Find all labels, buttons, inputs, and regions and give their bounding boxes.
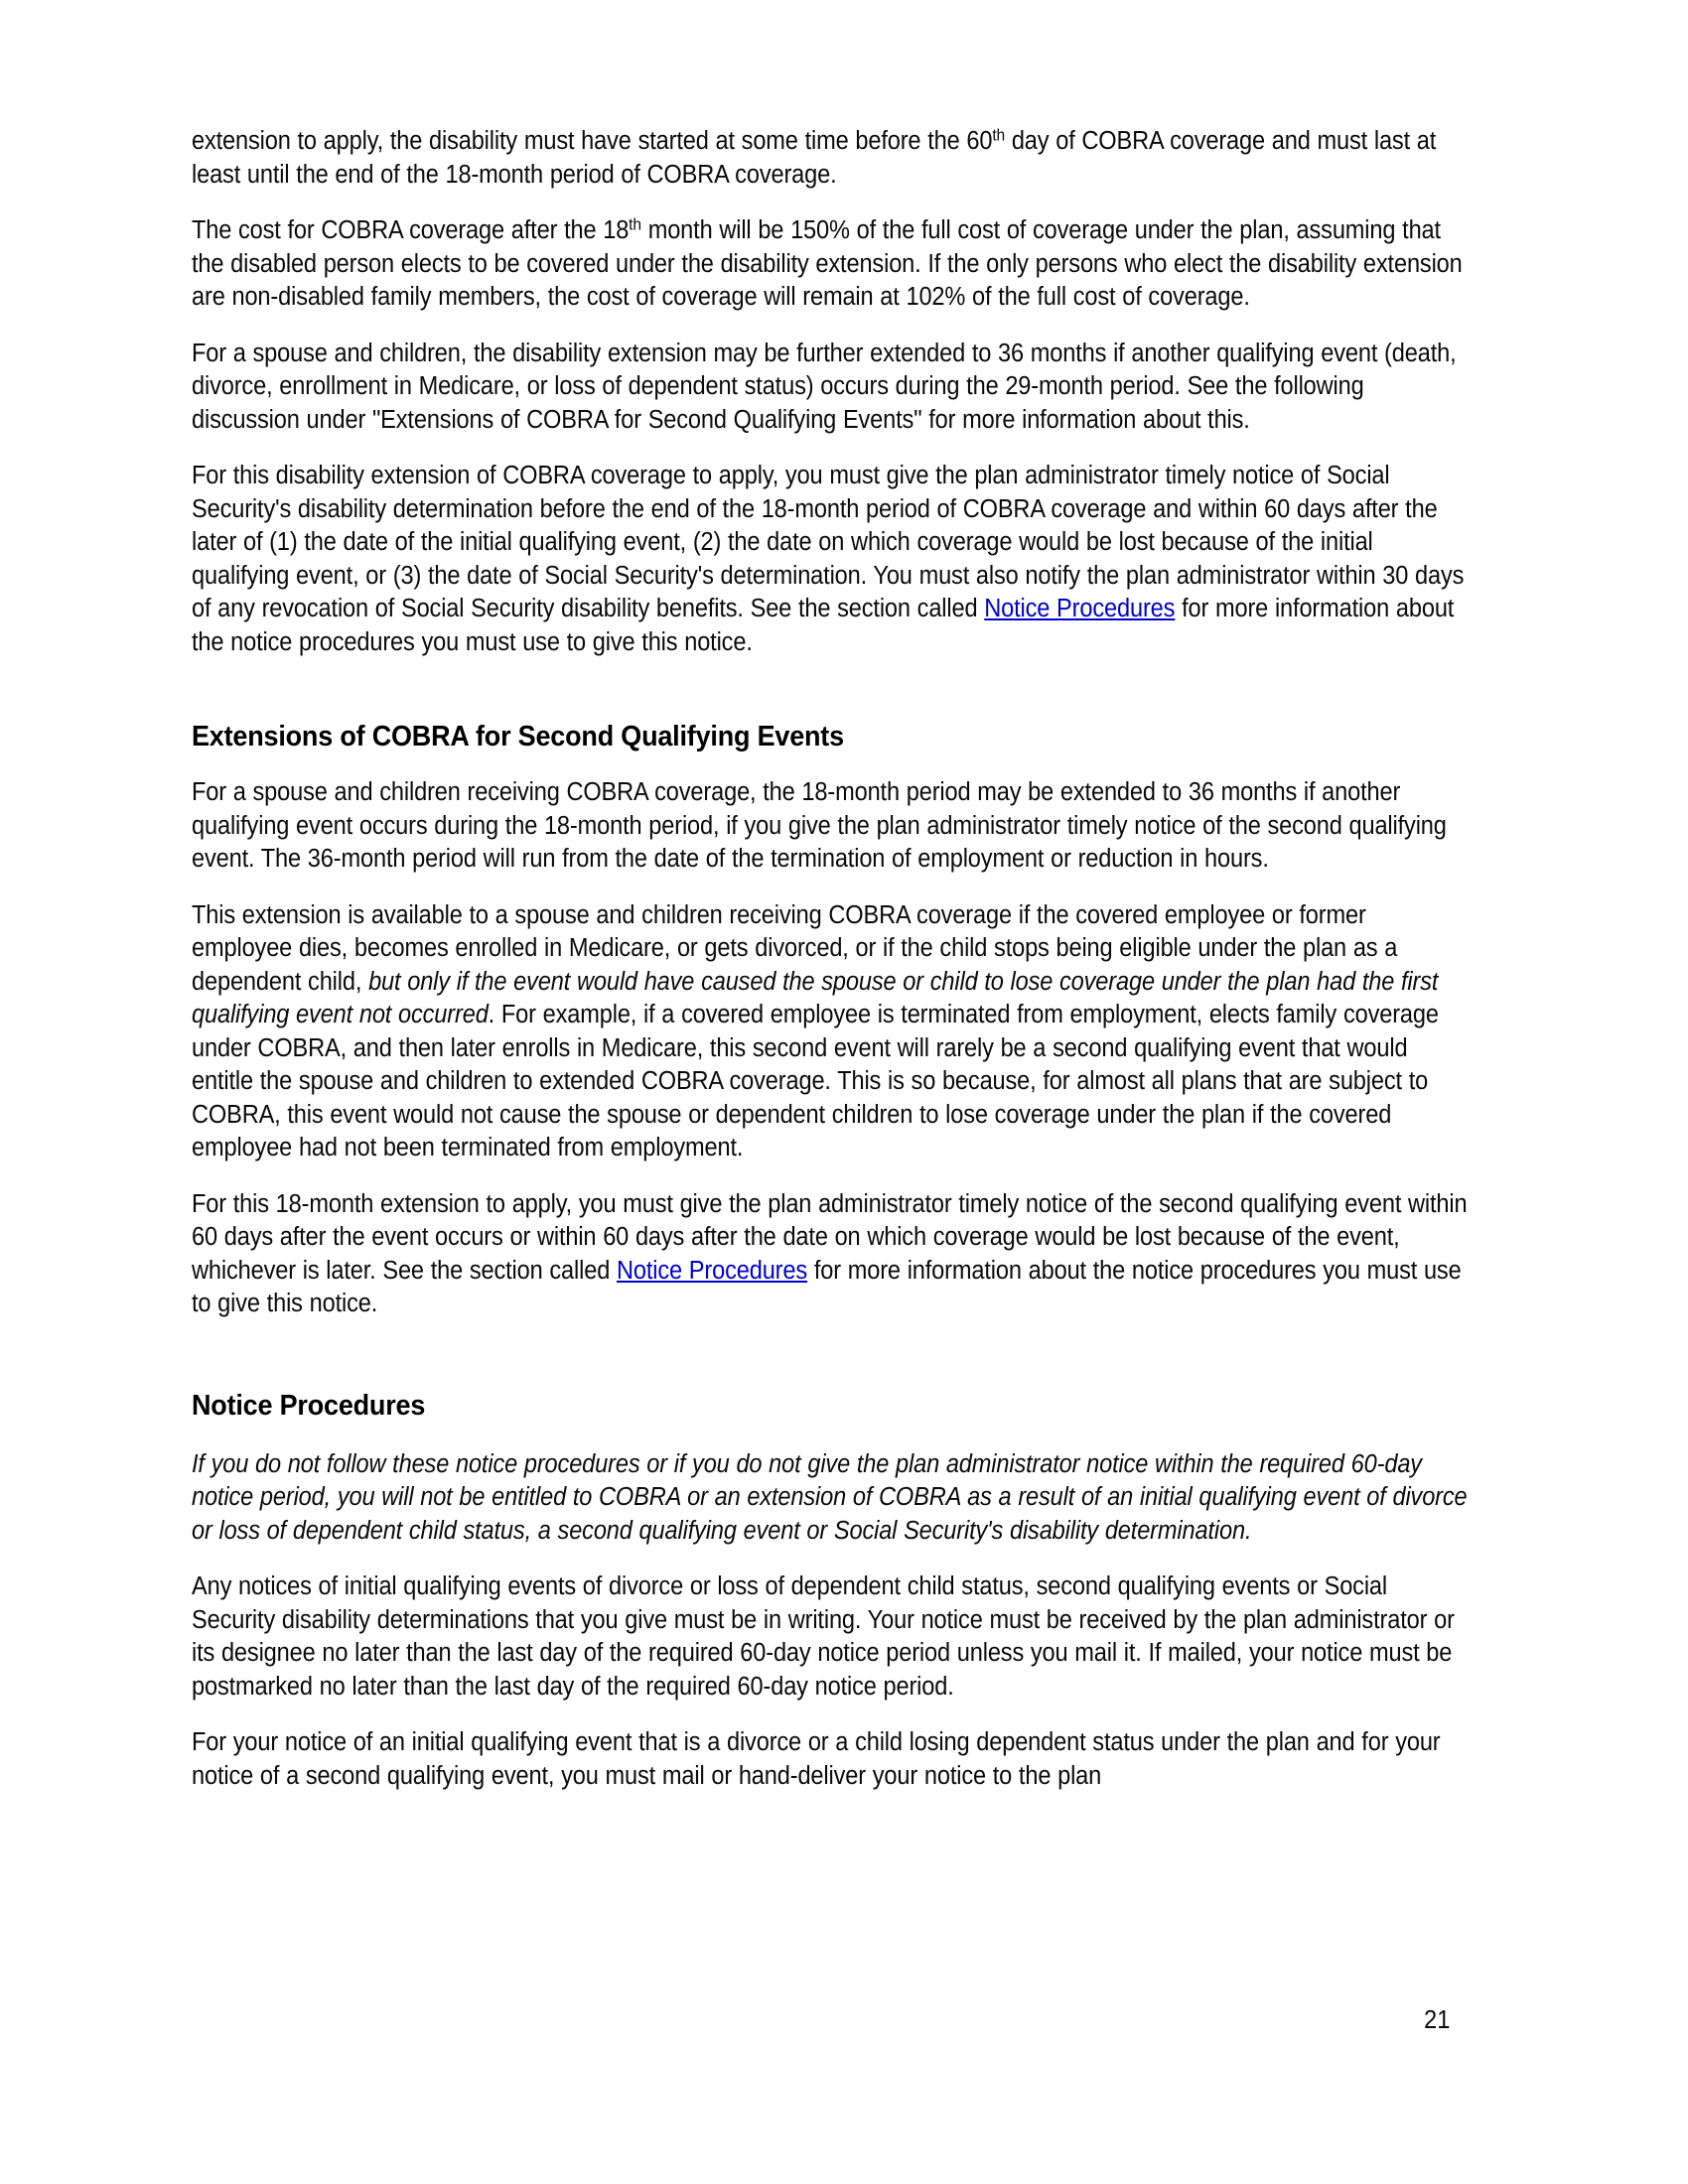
paragraph-spouse-children-36-months: For a spouse and children, the disability extension may be further extended to 36 months if another qualifying event (death, divorce, enrollment in Medicare, or loss of dependent status) occurs during the 29-month period. See the following discussion under "Extensions of COBRA for Second Qualifying Events" for more information about this. [192,339,1457,434]
heading-spacer [192,754,1477,776]
paragraph-text-part: For this 18-month extension to apply, you must give the plan administrator timely notice of the second qualifying event within 60 days after the event occurs or within 60 days after the date on which coverage would be lost because of the event, whichever is later. See the section called [192,1189,1468,1285]
emphasized-clause: but only if the event would have caused the spouse or child to lose coverage under the plan had the first qualifying event not occurred [192,967,1439,1028]
paragraph-written-notice-requirement: Any notices of initial qualifying events of divorce or loss of dependent child status, second qualifying events or Social Security disability determinations that you give must be in writing. Your notice must be received by the plan administrator or its designee no later than the last day of the required 60-day notice period unless you mail it. If mailed, your notice must be postmarked no later than the last day of the required 60-day notice period. [192,1572,1455,1701]
notice-procedures-link[interactable]: Notice Procedures [984,595,1176,622]
paragraph-text-part: extension to apply, the disability must have started at some time before the 60 [192,127,993,155]
page-number: 21 [1424,2006,1451,2034]
heading-spacer [192,1344,1477,1388]
heading-extensions-second-qualifying-events: Extensions of COBRA for Second Qualifying Events [192,721,844,752]
paragraph-extension-availability [192,899,1471,1165]
notice-procedures-link[interactable]: Notice Procedures [616,1256,808,1285]
heading-spacer [192,1424,1477,1448]
paragraph-mailing-instructions: For your notice of an initial qualifying event that is a divorce or a child losing dependent status under the plan and for your notice of a second qualifying event, you must mail or hand-deliver your notice to the plan [192,1728,1441,1790]
paragraph-text-part: This extension is available to a spouse and children receiving COBRA coverage if the covered employee or former employee dies, becomes enrolled in Medicare, or gets divorced, or if the child stops being eligible under the plan as a dependent child, [192,900,1398,996]
heading-spacer [192,682,1477,719]
heading-notice-procedures: Notice Procedures [192,1389,426,1422]
paragraph-second-event-36-months: For a spouse and children receiving COBRA coverage, the 18-month period may be extended to 36 months if another qualifying event occurs during the 18-month period, if you give the plan administrator timely notice of the second qualifying event. The 36-month period will run from the date of the termination of employment or reduction in hours. [192,778,1447,873]
paragraph-disability-extension-timing [192,125,1471,192]
paragraph-text-part: for more information about the notice procedures you must use to give this notice. [192,1256,1462,1317]
paragraph-text-part: The cost for COBRA coverage after the 18 [192,216,630,244]
paragraph-disability-notice-requirements [192,460,1471,659]
paragraph-notice-procedures-warning: If you do not follow these notice procedures or if you do not give the plan administrator notice within the required 60-day notice period, you will not be entitled to COBRA or an extension of COBRA as a result of an initial qualifying event of divorce or loss of dependent child status, a second qualifying event or Social Security's disability determination. [192,1449,1468,1545]
paragraph-text-part: for more information about the notice procedures you must use to give this notice. [192,595,1455,656]
ordinal-suffix: th [629,214,641,234]
paragraph-18-month-extension-notice [192,1188,1471,1321]
paragraph-text-part: month will be 150% of the full cost of coverage under the plan, assuming that the disabled person elects to be covered under the disability extension. If the only persons who elect the disability extension are non-disabled family members, the cost of coverage will remain at 102% of the full cost of coverage. [192,216,1463,311]
paragraph-text-part: For this disability extension of COBRA coverage to apply, you must give the plan administrator timely notice of Social Security's disability determination before the end of the 18-month period of COBRA coverage and within 60 days after the later of (1) the date of the initial qualifying event, (2) the date on which coverage would be lost because of the initial qualifying event, or (3) the date of Social Security's determination. You must also notify the plan administrator within 30 days of any revocation of Social Security disability benefits. See the section called [192,462,1465,622]
paragraph-text-part: day of COBRA coverage and must last at least until the end of the 18-month period of COBRA coverage. [192,127,1437,189]
ordinal-suffix: th [992,125,1006,145]
paragraph-cost-after-18-months [192,214,1471,315]
page-content [192,125,1477,1816]
paragraph-text-part: . For example, if a covered employee is terminated from employment, elects family coverage under COBRA, and then later enrolls in Medicare, this second event will rarely be a second qualifying event that would entitle the spouse and children to extended COBRA coverage. This is so because, for almost all plans that are subject to COBRA, this event would not cause the spouse or dependent children to lose coverage under the plan if the covered employee had not been terminated from employment. [192,1001,1439,1161]
